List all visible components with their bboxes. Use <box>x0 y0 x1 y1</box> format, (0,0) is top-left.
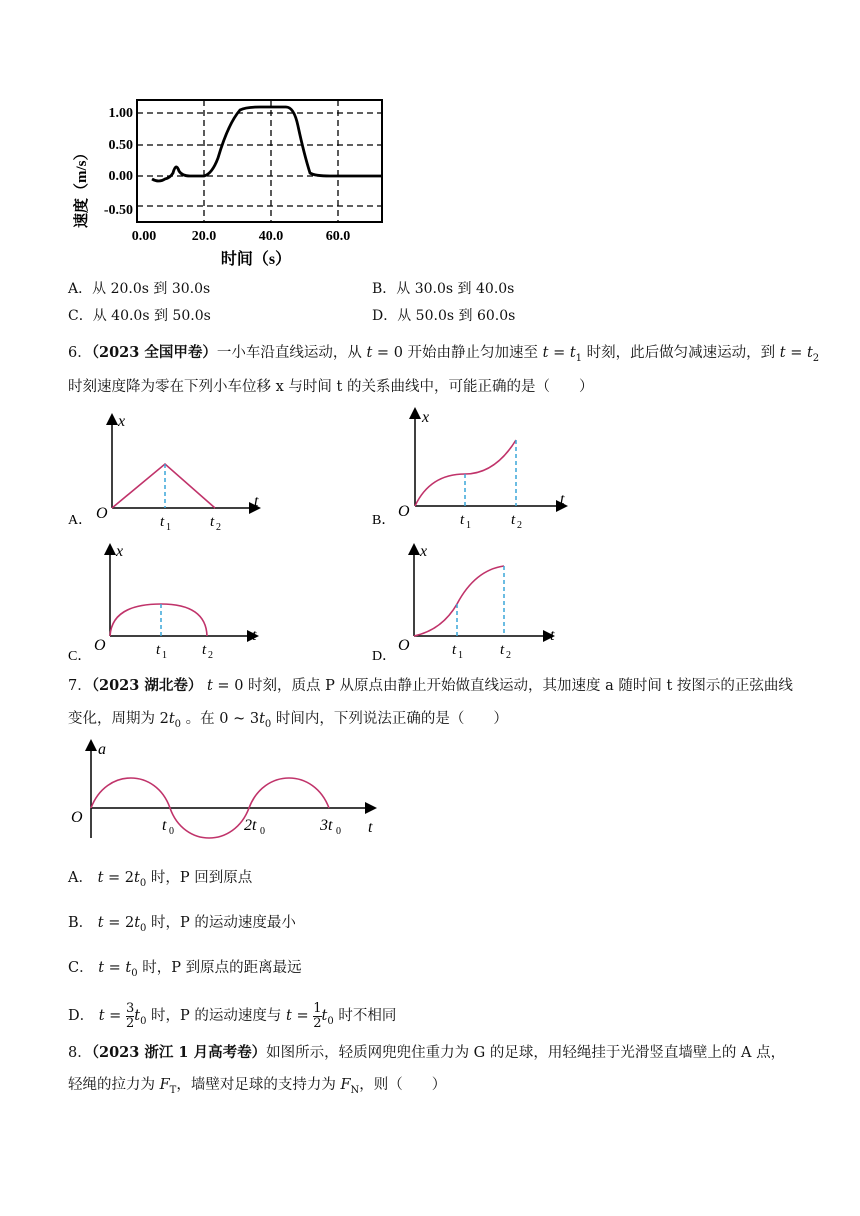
ytick-label: -0.50 <box>103 203 133 218</box>
chart-frame <box>137 100 382 222</box>
q8-stem-line1: 8．（2023 浙江 1 月高考卷）如图所示，轻质网兜兜住重力为 G 的足球，用轻绳挂于光滑竖直墙壁上的 A 点， <box>68 1044 786 1061</box>
q7-option-c: C． $t = t_0$ 时，P 到原点的距离最远 <box>68 960 302 979</box>
velocity-curve <box>152 107 382 181</box>
svg-text:O: O <box>94 637 106 654</box>
svg-text:0: 0 <box>169 826 174 837</box>
q8-stem-line2: 轻绳的拉力为 $F_T$，墙壁对足球的支持力为 $F_N$，则（ ） <box>68 1077 447 1096</box>
svg-text:t: t <box>252 627 257 644</box>
svg-text:A．: A． <box>68 513 93 528</box>
svg-text:x: x <box>118 413 126 430</box>
xt-curve <box>110 604 207 636</box>
ytick-label: 0.00 <box>108 169 133 184</box>
velocity-time-chart <box>60 88 400 278</box>
q6-graph-d <box>370 540 580 665</box>
svg-text:t: t <box>202 642 207 658</box>
xtick-label: 60.0 <box>325 229 351 244</box>
xt-curve <box>112 464 215 508</box>
xtick-label: 40.0 <box>258 229 284 244</box>
q7-acceleration-graph <box>66 738 386 843</box>
xtick-label: 20.0 <box>191 229 217 244</box>
q6-stem-line2: 时刻速度降为零在下列小车位移 x 与时间 t 的关系曲线中，可能正确的是（ ） <box>68 379 594 395</box>
svg-text:t: t <box>254 493 259 510</box>
svg-text:O: O <box>398 503 410 520</box>
svg-text:t: t <box>162 817 167 834</box>
svg-text:3t: 3t <box>320 817 333 834</box>
svg-text:1: 1 <box>466 520 471 531</box>
svg-text:t: t <box>560 491 565 508</box>
svg-text:t: t <box>500 642 505 658</box>
svg-text:B．: B． <box>372 513 396 528</box>
q5-option-c: C．从 40.0s 到 50.0s <box>68 308 211 324</box>
q6-graph-b <box>370 402 580 532</box>
svg-text:t: t <box>460 512 465 528</box>
svg-text:t: t <box>550 627 555 644</box>
svg-text:t: t <box>160 514 165 530</box>
q7-option-d: D． t = $\frac{3}{2}$ $t_0$ 时，P 的运动速度与 t = $\frac{1}{2}$ $t_0$ 时不相同 <box>68 1000 397 1031</box>
q7-option-b: B． $t = 2t_0$ 时，P 的运动速度最小 <box>68 915 296 934</box>
y-axis-label: 速度（m/s） <box>74 145 90 228</box>
svg-text:x: x <box>422 409 430 426</box>
q5-option-a: A．从 20.0s 到 30.0s <box>68 281 211 297</box>
svg-text:x: x <box>116 543 124 560</box>
chart-grid <box>137 100 382 222</box>
q6-graph-c <box>68 540 278 665</box>
svg-text:t: t <box>210 514 215 530</box>
svg-text:t: t <box>452 642 457 658</box>
q7-stem-line2: 变化，周期为 $2t_0$ 。在 0 ~ $3t_0$ 时间内，下列说法正确的是（ ） <box>68 711 508 730</box>
svg-text:a: a <box>98 741 106 758</box>
svg-text:t: t <box>156 642 161 658</box>
q6-stem-line1: 6．（2023 全国甲卷）一小车沿直线运动，从 t = 0 开始由静止匀加速至 $t = t_1$ 时刻，此后做匀减速运动，到 $t = t_2$ <box>68 344 820 364</box>
svg-text:O: O <box>71 809 83 826</box>
x-axis-label: 时间（s） <box>220 251 292 268</box>
svg-text:2: 2 <box>208 650 213 661</box>
svg-text:C．: C． <box>68 649 92 664</box>
svg-text:2: 2 <box>517 520 522 531</box>
svg-text:O: O <box>96 505 108 522</box>
q5-option-d: D．从 50.0s 到 60.0s <box>372 308 516 324</box>
svg-text:2t: 2t <box>244 817 257 834</box>
q5-option-b: B．从 30.0s 到 40.0s <box>372 281 515 297</box>
ytick-label: 1.00 <box>108 106 133 121</box>
svg-text:2: 2 <box>216 522 221 533</box>
svg-text:t: t <box>368 819 373 836</box>
svg-text:2: 2 <box>506 650 511 661</box>
q7-stem-line1: 7．（2023 湖北卷） t = 0 时刻，质点 P 从原点由静止开始做直线运动，其加速度 a 随时间 t 按图示的正弦曲线 <box>68 677 793 694</box>
svg-text:1: 1 <box>162 650 167 661</box>
ytick-label: 0.50 <box>108 138 133 153</box>
q6-graph-a <box>68 408 278 533</box>
svg-text:0: 0 <box>260 826 265 837</box>
q7-option-a: A． $t = 2t_0$ 时，P 回到原点 <box>68 870 253 889</box>
svg-text:x: x <box>420 543 428 560</box>
svg-text:1: 1 <box>458 650 463 661</box>
svg-text:D．: D． <box>372 649 397 664</box>
svg-text:O: O <box>398 637 410 654</box>
xt-curve <box>414 566 504 636</box>
xtick-label: 0.00 <box>131 229 157 244</box>
svg-text:0: 0 <box>336 826 341 837</box>
svg-text:1: 1 <box>166 522 171 533</box>
svg-text:t: t <box>511 512 516 528</box>
